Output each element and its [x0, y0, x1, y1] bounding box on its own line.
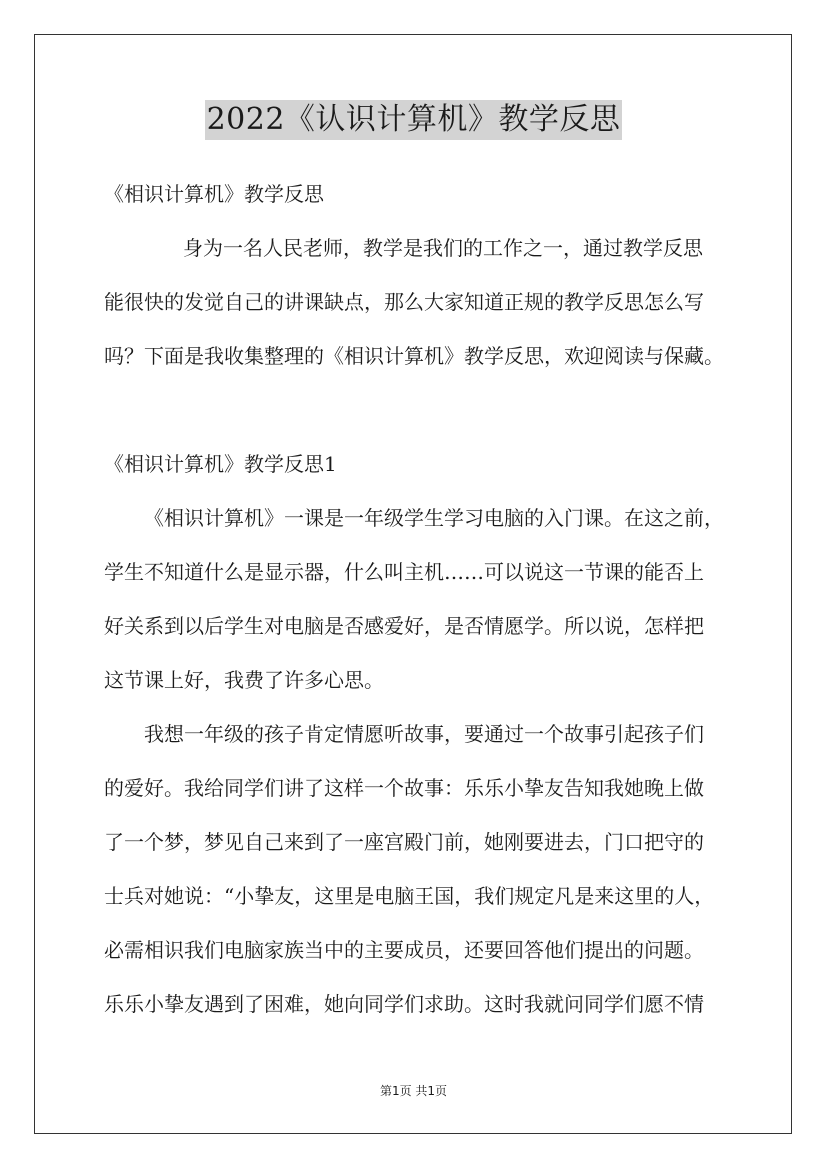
paragraph-line: 士兵对她说：“小挚友，这里是电脑王国，我们规定凡是来这里的人，: [104, 884, 715, 908]
paragraph-line: 好关系到以后学生对电脑是否感爱好，是否情愿学。所以说，怎样把: [104, 614, 704, 638]
intro-line: 吗？下面是我收集整理的《相识计算机》教学反思，欢迎阅读与保藏。: [104, 344, 724, 368]
section-heading: 《相识计算机》教学反思1: [104, 452, 337, 476]
paragraph-line: 这节课上好，我费了许多心思。: [104, 668, 384, 692]
paragraph-line: 必需相识我们电脑家族当中的主要成员，还要回答他们提出的问题。: [104, 938, 704, 962]
paragraph-line: 《相识计算机》一课是一年级学生学习电脑的入门课。在这之前，: [144, 506, 724, 530]
paragraph-line: 的爱好。我给同学们讲了这样一个故事：乐乐小挚友告知我她晚上做: [104, 776, 704, 800]
paragraph-line: 我想一年级的孩子肯定情愿听故事，要通过一个故事引起孩子们: [144, 722, 704, 746]
intro-line: 身为一名人民老师，教学是我们的工作之一，通过教学反思: [183, 236, 703, 260]
paragraph-line: 乐乐小挚友遇到了困难，她向同学们求助。这时我就问同学们愿不情: [104, 992, 704, 1016]
paragraph-line: 学生不知道什么是显示器，什么叫主机……可以说这一节课的能否上: [104, 560, 704, 584]
paragraph-line: 了一个梦，梦见自己来到了一座宫殿门前，她刚要进去，门口把守的: [104, 830, 704, 854]
document-title: 2022《认识计算机》教学反思: [205, 100, 623, 140]
intro-heading: 《相识计算机》教学反思: [104, 182, 324, 206]
intro-line: 能很快的发觉自己的讲课缺点，那么大家知道正规的教学反思怎么写: [104, 290, 704, 314]
page-footer: 第1页 共1页: [379, 1084, 448, 1098]
document-title-container: [0, 100, 827, 140]
